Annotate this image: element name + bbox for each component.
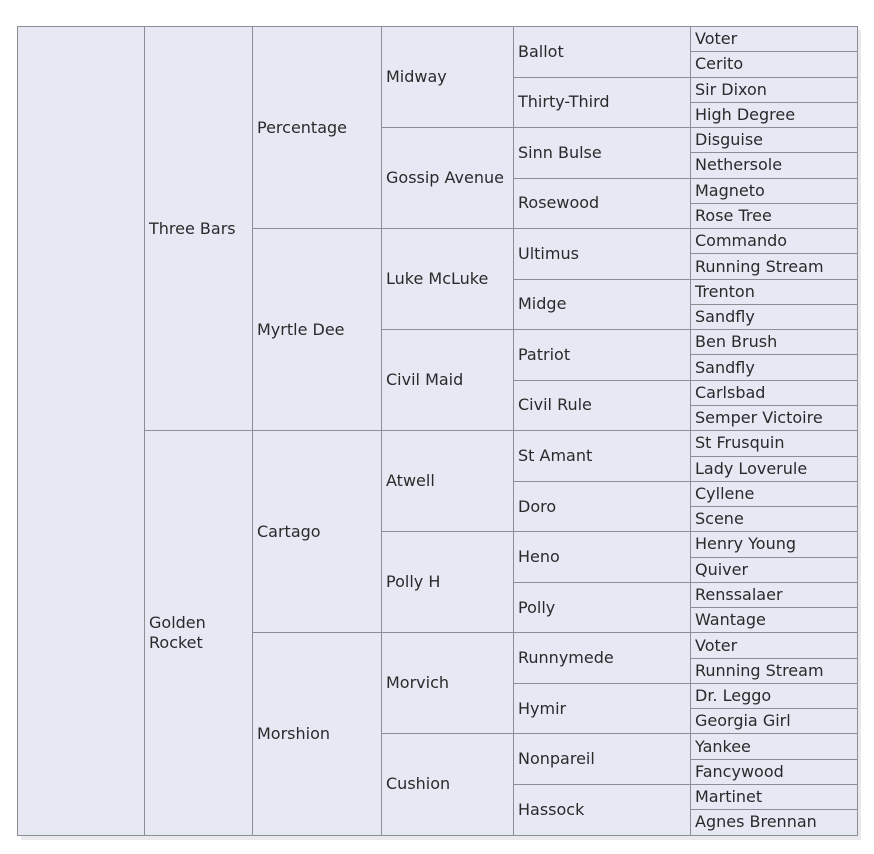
ancestor-dam-dam-dam-sire-dam: Fancywood [691, 759, 858, 784]
ancestor-sire-dam-sire: Luke McLuke [382, 229, 514, 330]
ancestor-sire-dam-dam-sire: Patriot [514, 330, 691, 381]
ancestor-sire: Three Bars [145, 27, 253, 431]
subject-horse-cell [18, 27, 145, 836]
pedigree-row [18, 27, 858, 52]
ancestor-dam-sire-dam-dam: Polly [514, 582, 691, 633]
pedigree-table [17, 26, 858, 836]
ancestor-sire-dam-sire-dam-dam: Sandfly [691, 304, 858, 329]
ancestor-dam-dam-dam-dam: Hassock [514, 784, 691, 835]
ancestor-dam: Golden Rocket [145, 431, 253, 835]
ancestor-sire-sire-sire: Midway [382, 27, 514, 128]
ancestor-dam-sire-dam-dam-sire: Renssalaer [691, 582, 858, 607]
ancestor-sire-dam-dam: Civil Maid [382, 330, 514, 431]
ancestor-dam-sire-sire-dam-dam: Scene [691, 507, 858, 532]
ancestor-dam-sire-sire: Atwell [382, 431, 514, 532]
ancestor-dam-dam-sire-sire: Runnymede [514, 633, 691, 684]
ancestor-sire-dam-sire-sire-dam: Running Stream [691, 254, 858, 279]
ancestor-dam-sire-sire-sire-sire: St Frusquin [691, 431, 858, 456]
ancestor-sire-dam-dam-sire-sire: Ben Brush [691, 330, 858, 355]
ancestor-sire-sire-sire-sire-sire: Voter [691, 27, 858, 52]
ancestor-dam-sire-sire-dam-sire: Cyllene [691, 481, 858, 506]
ancestor-sire-sire: Percentage [253, 27, 382, 229]
ancestor-dam-sire-sire-sire: St Amant [514, 431, 691, 482]
ancestor-dam-dam-dam: Cushion [382, 734, 514, 835]
ancestor-sire-sire-dam-sire-dam: Nethersole [691, 153, 858, 178]
ancestor-sire-sire-dam-sire-sire: Disguise [691, 128, 858, 153]
ancestor-dam-dam-dam-dam-dam: Agnes Brennan [691, 810, 858, 835]
ancestor-sire-sire-dam-dam-sire: Magneto [691, 178, 858, 203]
ancestor-dam-sire-dam-sire-dam: Quiver [691, 557, 858, 582]
ancestor-dam-sire-dam-sire-sire: Henry Young [691, 532, 858, 557]
ancestor-dam-sire-dam-dam-dam: Wantage [691, 608, 858, 633]
ancestor-dam-dam-dam-sire-sire: Yankee [691, 734, 858, 759]
ancestor-dam-sire-sire-sire-dam: Lady Loverule [691, 456, 858, 481]
ancestor-sire-sire-sire-dam-dam: High Degree [691, 102, 858, 127]
ancestor-sire-dam-sire-sire-sire: Commando [691, 229, 858, 254]
ancestor-sire-dam-dam-sire-dam: Sandfly [691, 355, 858, 380]
ancestor-sire-dam-dam-dam-sire: Carlsbad [691, 380, 858, 405]
ancestor-dam-dam-sire-sire-sire: Voter [691, 633, 858, 658]
ancestor-sire-dam-dam-dam: Civil Rule [514, 380, 691, 431]
ancestor-sire-sire-sire-dam: Thirty-Third [514, 77, 691, 128]
ancestor-sire-sire-dam-dam: Rosewood [514, 178, 691, 229]
ancestor-dam-dam-sire-dam-dam: Georgia Girl [691, 709, 858, 734]
ancestor-dam-dam-dam-sire: Nonpareil [514, 734, 691, 785]
ancestor-sire-sire-sire-sire-dam: Cerito [691, 52, 858, 77]
ancestor-dam-sire-dam: Polly H [382, 532, 514, 633]
ancestor-sire-dam-sire-sire: Ultimus [514, 229, 691, 280]
ancestor-dam-dam-sire-sire-dam: Running Stream [691, 658, 858, 683]
ancestor-sire-dam-sire-dam: Midge [514, 279, 691, 330]
ancestor-sire-sire-dam-sire: Sinn Bulse [514, 128, 691, 179]
ancestor-dam-dam-sire-dam-sire: Dr. Leggo [691, 683, 858, 708]
ancestor-sire-sire-sire-dam-sire: Sir Dixon [691, 77, 858, 102]
ancestor-dam-dam-sire: Morvich [382, 633, 514, 734]
ancestor-dam-sire-sire-dam: Doro [514, 481, 691, 532]
ancestor-sire-sire-dam-dam-dam: Rose Tree [691, 203, 858, 228]
ancestor-sire-sire-sire-sire: Ballot [514, 27, 691, 78]
ancestor-dam-dam: Morshion [253, 633, 382, 835]
ancestor-dam-dam-sire-dam: Hymir [514, 683, 691, 734]
ancestor-sire-dam-dam-dam-dam: Semper Victoire [691, 405, 858, 430]
ancestor-dam-sire-dam-sire: Heno [514, 532, 691, 583]
ancestor-dam-sire: Cartago [253, 431, 382, 633]
ancestor-sire-sire-dam: Gossip Avenue [382, 128, 514, 229]
ancestor-sire-dam-sire-dam-sire: Trenton [691, 279, 858, 304]
ancestor-sire-dam: Myrtle Dee [253, 229, 382, 431]
ancestor-dam-dam-dam-dam-sire: Martinet [691, 784, 858, 809]
